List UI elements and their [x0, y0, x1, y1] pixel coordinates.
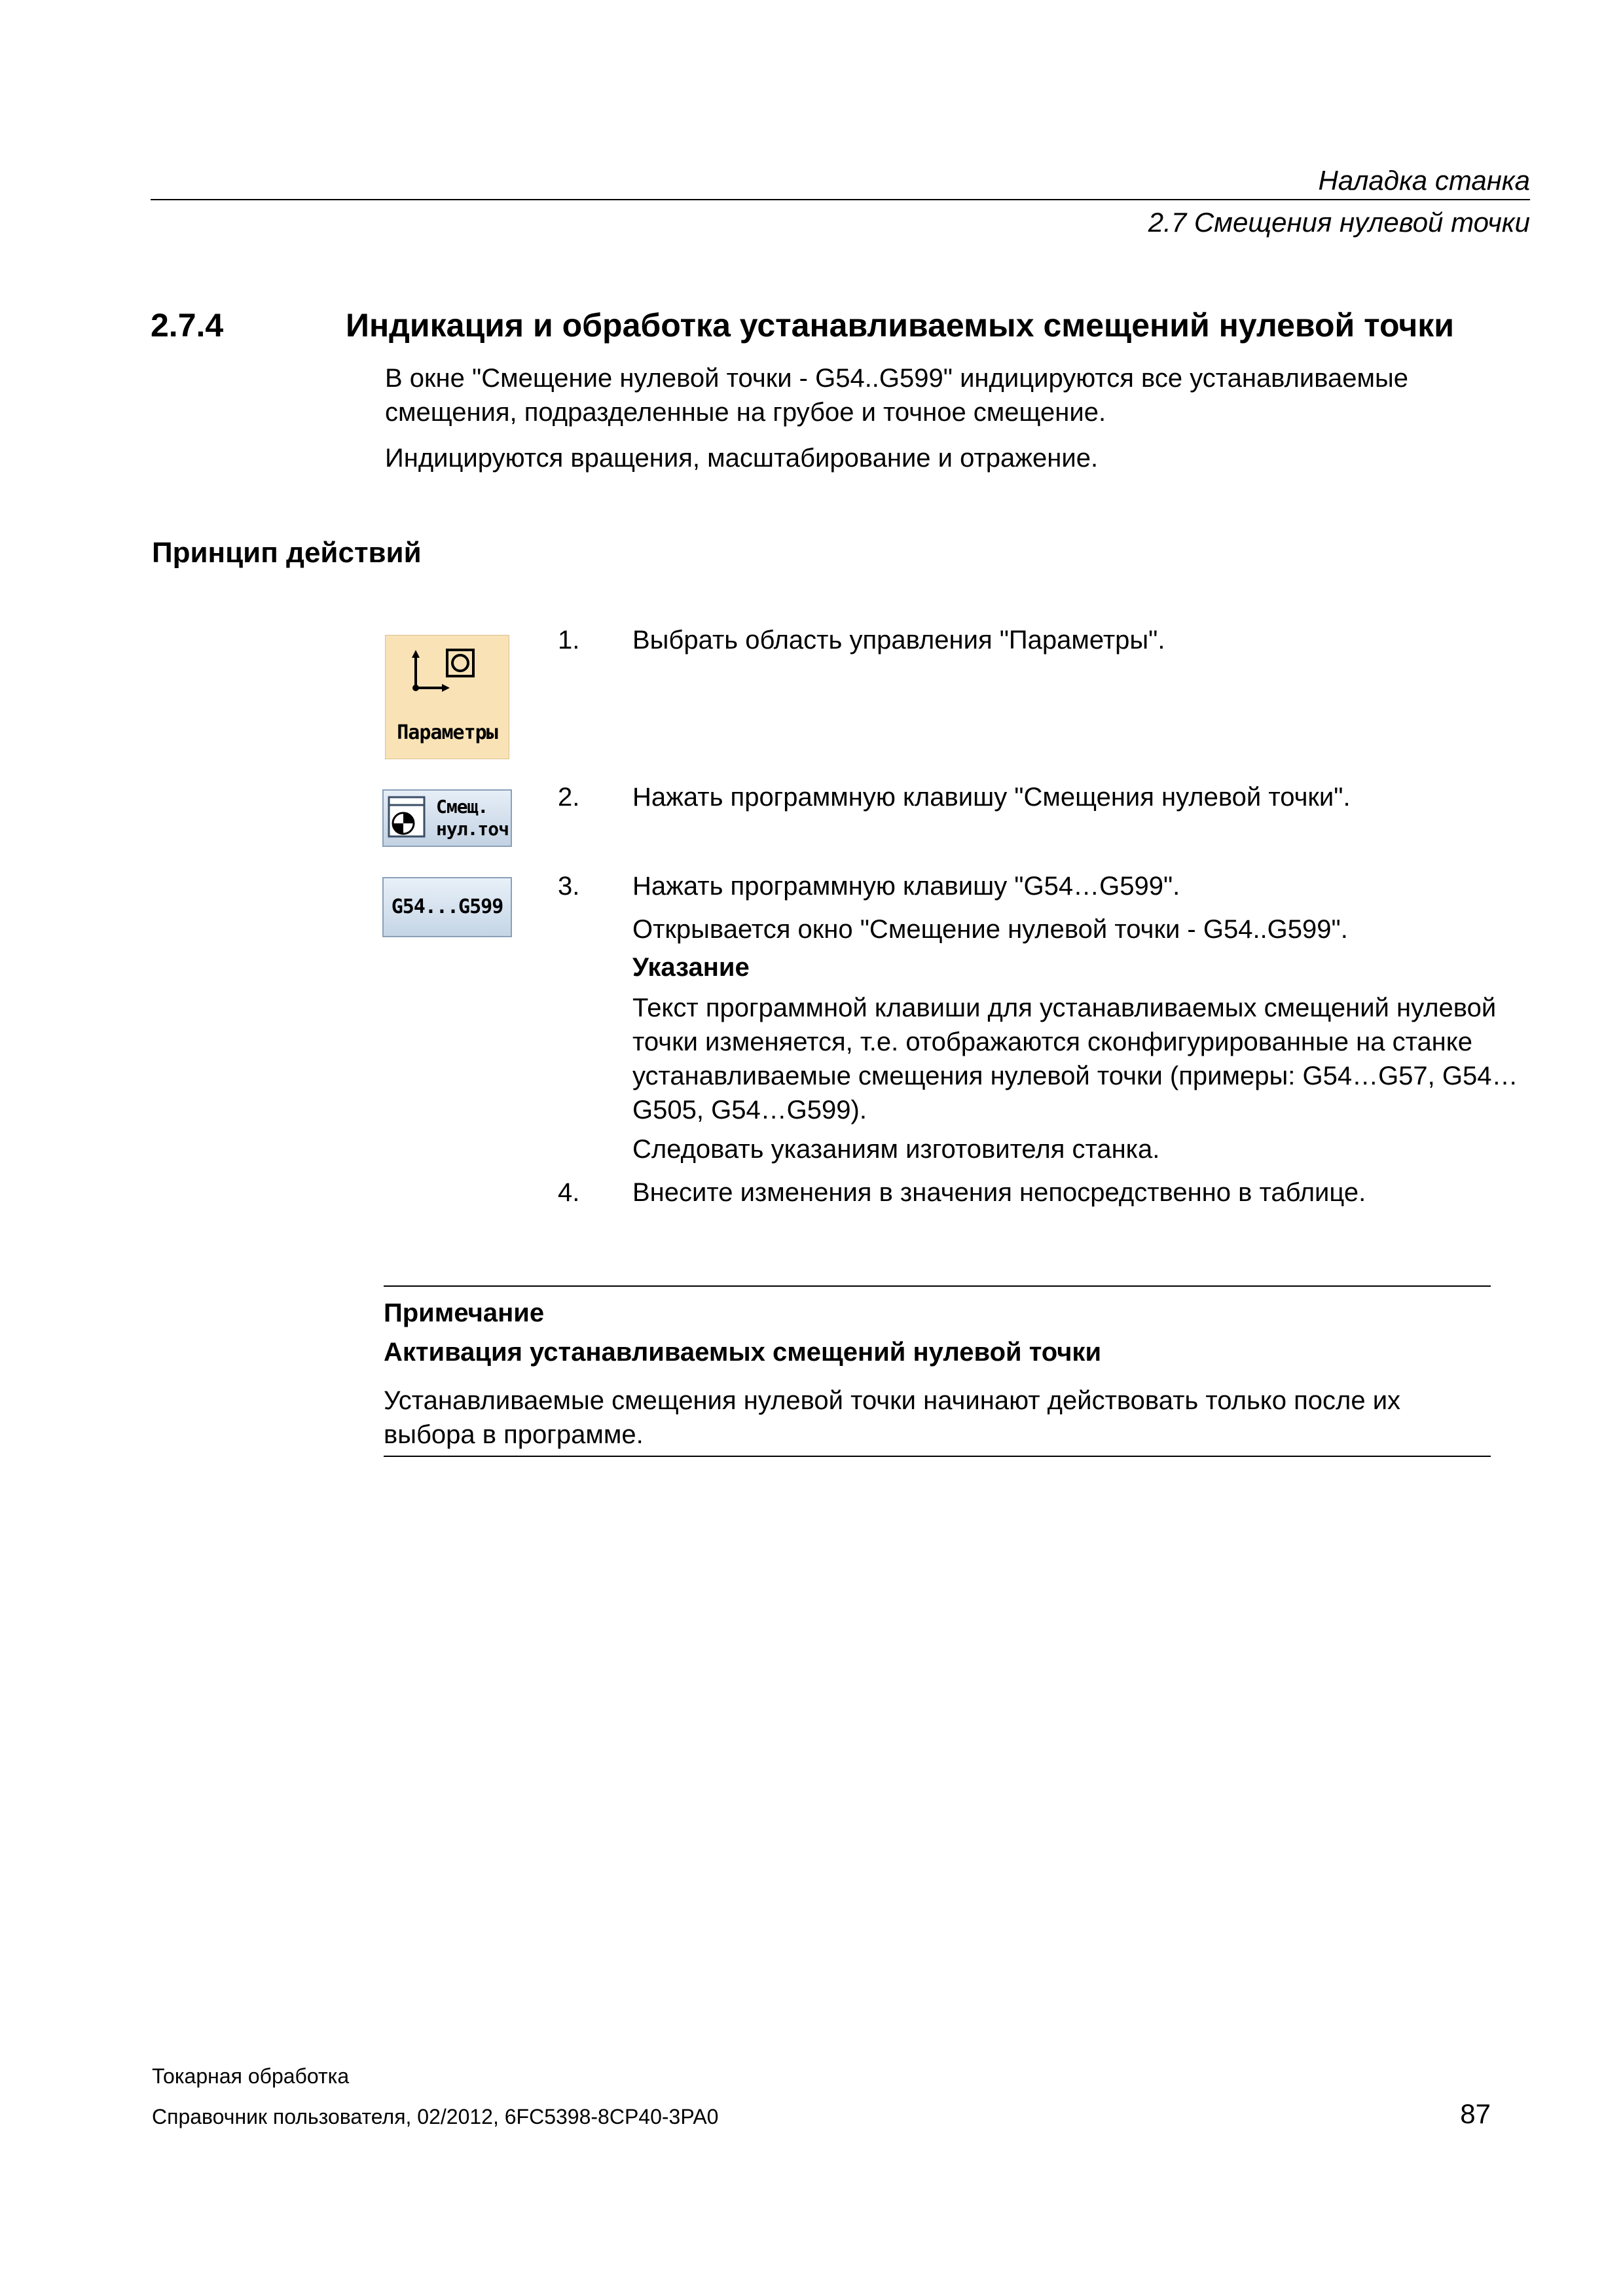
zero-offset-key-label-line2: нул.точ [436, 818, 509, 840]
step-note-label: Указание [632, 953, 750, 982]
section-number: 2.7.4 [151, 307, 224, 344]
step-note-text: Текст программной клавиши для устанавливаемых смещений нулевой точки изменяется, т.е. отображаются сконфигурированные на станке устанавливаемые смещения нулевой точки (примеры: G54…G57, G54…G505, G54…G599). [632, 994, 1518, 1124]
step-3-result: Открывается окно "Смещение нулевой точки - G54..G599". [632, 915, 1348, 944]
header-divider [151, 199, 1530, 200]
page-number: 87 [1460, 2098, 1491, 2129]
step-3-number: 3. [558, 872, 580, 901]
running-header-chapter: Наладка станка [1318, 165, 1530, 196]
step-3-text: Нажать программную клавишу "G54…G599". [632, 872, 1180, 901]
footer-title: Токарная обработка [152, 2064, 350, 2088]
step-1-text: Выбрать область управления "Параметры". [632, 626, 1165, 655]
procedure-heading: Принцип действий [152, 537, 422, 569]
step-1-number: 1. [558, 626, 580, 655]
step-4-number: 4. [558, 1178, 580, 1207]
parameters-key-image [385, 635, 509, 759]
zero-offset-icon [384, 791, 436, 846]
footer-manual-info: Справочник пользователя, 02/2012, 6FC5398-8CP40-3PA0 [152, 2105, 719, 2128]
step-4-text: Внесите изменения в значения непосредственно в таблице. [632, 1178, 1366, 1207]
intro-paragraph: В окне "Смещение нулевой точки - G54..G599" индицируются все устанавливаемые смещения, подразделенные на грубое и точное смещение. [385, 364, 1408, 427]
intro-paragraph-2: Индицируются вращения, масштабирование и отражение. [385, 444, 1099, 473]
running-header-section: 2.7 Смещения нулевой точки [1148, 207, 1530, 238]
remark-subheading: Активация устанавливаемых смещений нулевой точки [384, 1338, 1102, 1367]
zero-offset-key-label-line1: Смещ. [436, 796, 488, 817]
remark-bottom-rule [384, 1456, 1491, 1457]
coordinate-system-icon [386, 636, 510, 708]
g54-key-label: G54...G599 [391, 895, 503, 918]
g54-g599-key-image [382, 877, 512, 937]
parameters-key-label: Параметры [397, 721, 498, 744]
step-2-number: 2. [558, 783, 580, 812]
remark-heading: Примечание [384, 1299, 545, 1327]
step-follow-text: Следовать указаниям изготовителя станка. [632, 1135, 1160, 1164]
step-2-text: Нажать программную клавишу "Смещения нулевой точки". [632, 783, 1351, 812]
zero-offset-key-label [436, 796, 509, 840]
remark-text: Устанавливаемые смещения нулевой точки начинают действовать только после их выбора в программе. [384, 1386, 1401, 1449]
zero-offset-key-image [382, 789, 512, 847]
remark-top-rule [384, 1285, 1491, 1287]
section-title: Индикация и обработка устанавливаемых смещений нулевой точки [346, 307, 1455, 344]
